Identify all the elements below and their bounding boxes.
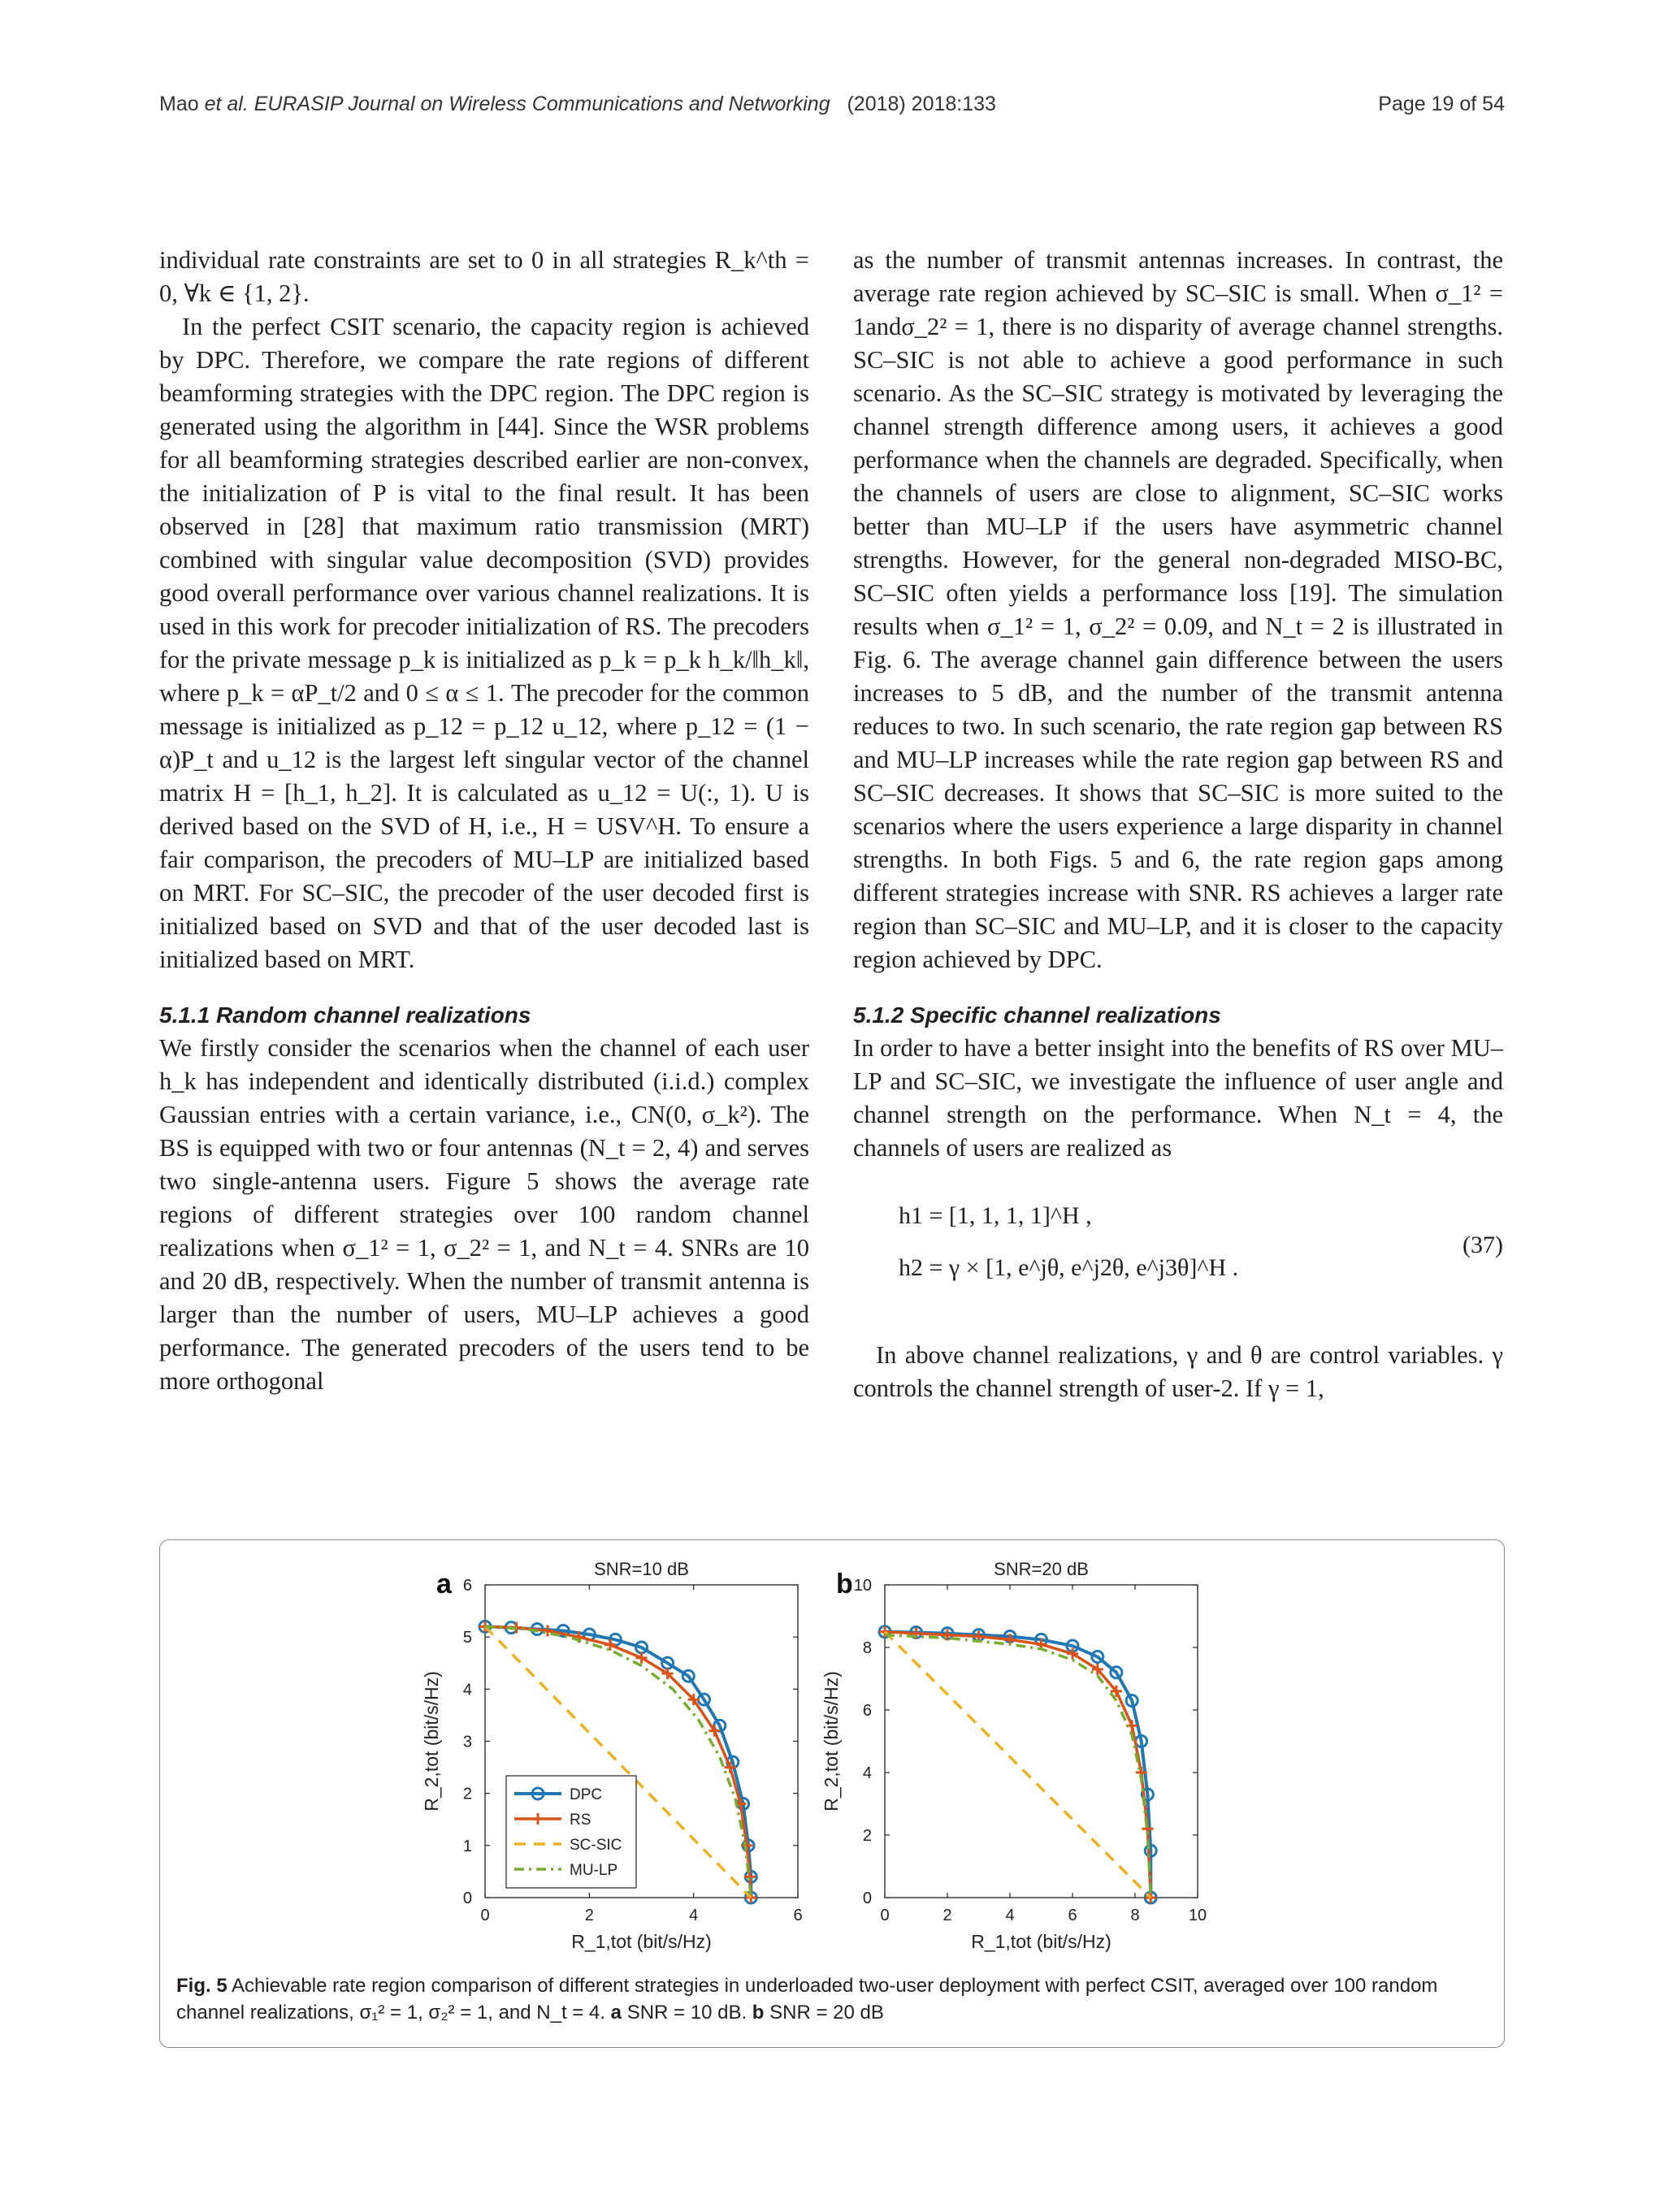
paragraph: We firstly consider the scenarios when the channel of each user h_k has independent and identically distributed (i.i.d.) complex Gaussian entries with a certain variance, i.e., CN(0, σ_k²). The BS is equipped with two or four antennas (N_t = 2, 4) and serves two single-antenna users. Figure 5 shows the average rate regions of different strategies over 100 random channel realizations when σ_1² = 1, σ_2² = 1, and N_t = 4. SNRs are 10 and 20 dB, respectively. When the number of transmit antenna is larger than the number of users, MU–LP achieves a good performance. The generated precoders of the users tend to be more orthogonal (159, 1034, 809, 1395)
equation-line-1: h1 = [1, 1, 1, 1]^H , (899, 1202, 1092, 1229)
y-tick-label: 3 (462, 1733, 472, 1751)
page-number: Page 19 of 54 (1378, 93, 1505, 115)
figure-caption: Fig. 5 Achievable rate region comparison of different strategies in underloaded two-user deployment with perfect CSIT, averaged over 100 random channel realizations, σ₁² = 1, σ₂² = 1, and N_t = 4. a SNR = 10 dB. b SNR = 20 dB (176, 1975, 1438, 2024)
section-heading: 5.1.2 Specific channel realizations (853, 1002, 1221, 1028)
y-tick-label: 2 (862, 1827, 872, 1845)
y-tick-label: 4 (862, 1764, 872, 1782)
legend-label: RS (570, 1812, 592, 1829)
x-axis-label: R_1,tot (bit/s/Hz) (571, 1931, 712, 1952)
x-tick-label: 4 (689, 1907, 699, 1924)
y-tick-label: 1 (462, 1837, 472, 1855)
x-tick-label: 2 (584, 1907, 594, 1924)
y-tick-label: 4 (462, 1681, 472, 1699)
y-tick-label: 10 (853, 1577, 872, 1595)
legend-label: SC-SIC (570, 1837, 622, 1854)
y-tick-label: 8 (862, 1639, 872, 1657)
figure-5 (159, 1539, 1505, 2048)
paragraph: as the number of transmit antennas increases. In contrast, the average rate region achieved by SC–SIC is small. When σ_1² = 1andσ_2² = 1, there is no disparity of average channel strengths. SC–SIC is not able to achieve a good performance in such scenario. As the SC–SIC strategy is motivated by leveraging the channel strength difference among users, it achieves a good performance when the channels are degraded. Specifically, when the channels of users are close to alignment, SC–SIC works better than MU–LP if the users have asymmetric channel strengths. However, for the general non-degraded MISO-BC, SC–SIC often yields a performance loss [19]. The simulation results when σ_1² = 1, σ_2² = 0.09, and N_t = 2 is illustrated in Fig. 6. The average channel gain difference between the users increases to 5 dB, and the number of the transmit antenna reduces to two. In such scenario, the rate region gap between RS and MU–LP increases while the rate region gap between RS and SC–SIC decreases. It shows that SC–SIC is more suited to the scenarios where the users experience a large disparity in channel strengths. In both Figs. 5 and 6, the rate region gaps among different strategies increase with SNR. RS achieves a larger rate region than SC–SIC and MU–LP, and it is closer to the capacity region achieved by DPC. (853, 246, 1503, 973)
paragraph: individual rate constraints are set to 0 in all strategies R_k^th = 0, ∀k ∈ {1, 2}. (159, 246, 809, 307)
y-tick-label: 5 (462, 1629, 472, 1647)
legend-label: MU-LP (570, 1862, 618, 1879)
chart-title: SNR=10 dB (594, 1559, 689, 1579)
y-axis-label: R_2,tot (bit/s/Hz) (821, 1671, 842, 1812)
equation-line-2: h2 = γ × [1, e^jθ, e^j2θ, e^j3θ]^H . (899, 1254, 1239, 1281)
paragraph: In above channel realizations, γ and θ are control variables. γ controls the channel strength of user-2. If γ = 1, (853, 1341, 1503, 1402)
running-header (159, 93, 1505, 125)
x-tick-label: 8 (1130, 1907, 1140, 1924)
legend-label: DPC (570, 1786, 603, 1803)
section-heading: 5.1.1 Random channel realizations (159, 1002, 531, 1028)
equation-37 (853, 1199, 1503, 1303)
x-tick-label: 6 (1068, 1907, 1077, 1924)
y-axis-label: R_2,tot (bit/s/Hz) (421, 1671, 442, 1812)
equation-number: (37) (1462, 1232, 1503, 1258)
y-tick-label: 6 (862, 1702, 872, 1720)
x-tick-label: 0 (880, 1907, 890, 1924)
journal-citation: Mao et al. EURASIP Journal on Wireless Communications and Networking (2018) 2018:133 (159, 93, 996, 115)
left-column (159, 244, 809, 1398)
figure-charts (160, 1540, 1506, 1971)
x-tick-label: 2 (942, 1907, 952, 1924)
chart-title: SNR=20 dB (994, 1559, 1089, 1579)
y-tick-label: 6 (462, 1577, 472, 1595)
y-tick-label: 2 (462, 1785, 472, 1803)
panel-label: a (436, 1569, 452, 1599)
y-tick-label: 0 (862, 1890, 872, 1907)
chart-panel-b (821, 1559, 1207, 1952)
x-tick-label: 10 (1188, 1907, 1207, 1924)
paragraph: In the perfect CSIT scenario, the capacity region is achieved by DPC. Therefore, we compare the rate regions of different beamforming strategies with the DPC region. The DPC region is generated using the algorithm in [44]. Since the WSR problems for all beamforming strategies described earlier are non-convex, the initialization of P is vital to the final result. It has been observed in [28] that maximum ratio transmission (MRT) combined with singular value decomposition (SVD) provides good overall performance over various channel realizations. It is used in this work for precoder initialization of RS. The precoders for the private message p_k is initialized as p_k = p_k h_k/‖h_k‖, where p_k = αP_t/2 and 0 ≤ α ≤ 1. The precoder for the common message is initialized as p_12 = p_12 u_12, where p_12 = (1 − α)P_t and u_12 is the largest left singular vector of the channel matrix H = [h_1, h_2]. It is calculated as u_12 = U(:, 1). U is derived based on the SVD of H, i.e., H = USV^H. To ensure a fair comparison, the precoders of MU–LP are initialized based on MRT. For SC–SIC, the precoder of the user decoded first is initialized based on SVD and that of the user decoded last is initialized based on MRT. (159, 313, 809, 973)
right-column (853, 244, 1503, 1405)
paragraph: In order to have a better insight into the benefits of RS over MU–LP and SC–SIC, we investigate the influence of user angle and channel strength on the performance. When N_t = 4, the channels of users are realized as (853, 1034, 1503, 1162)
x-axis-label: R_1,tot (bit/s/Hz) (971, 1931, 1112, 1952)
y-tick-label: 0 (462, 1890, 472, 1907)
x-tick-label: 6 (793, 1907, 803, 1924)
x-tick-label: 4 (1005, 1907, 1015, 1924)
panel-label: b (836, 1569, 853, 1599)
chart-panel-a (421, 1559, 803, 1952)
x-tick-label: 0 (480, 1907, 490, 1924)
